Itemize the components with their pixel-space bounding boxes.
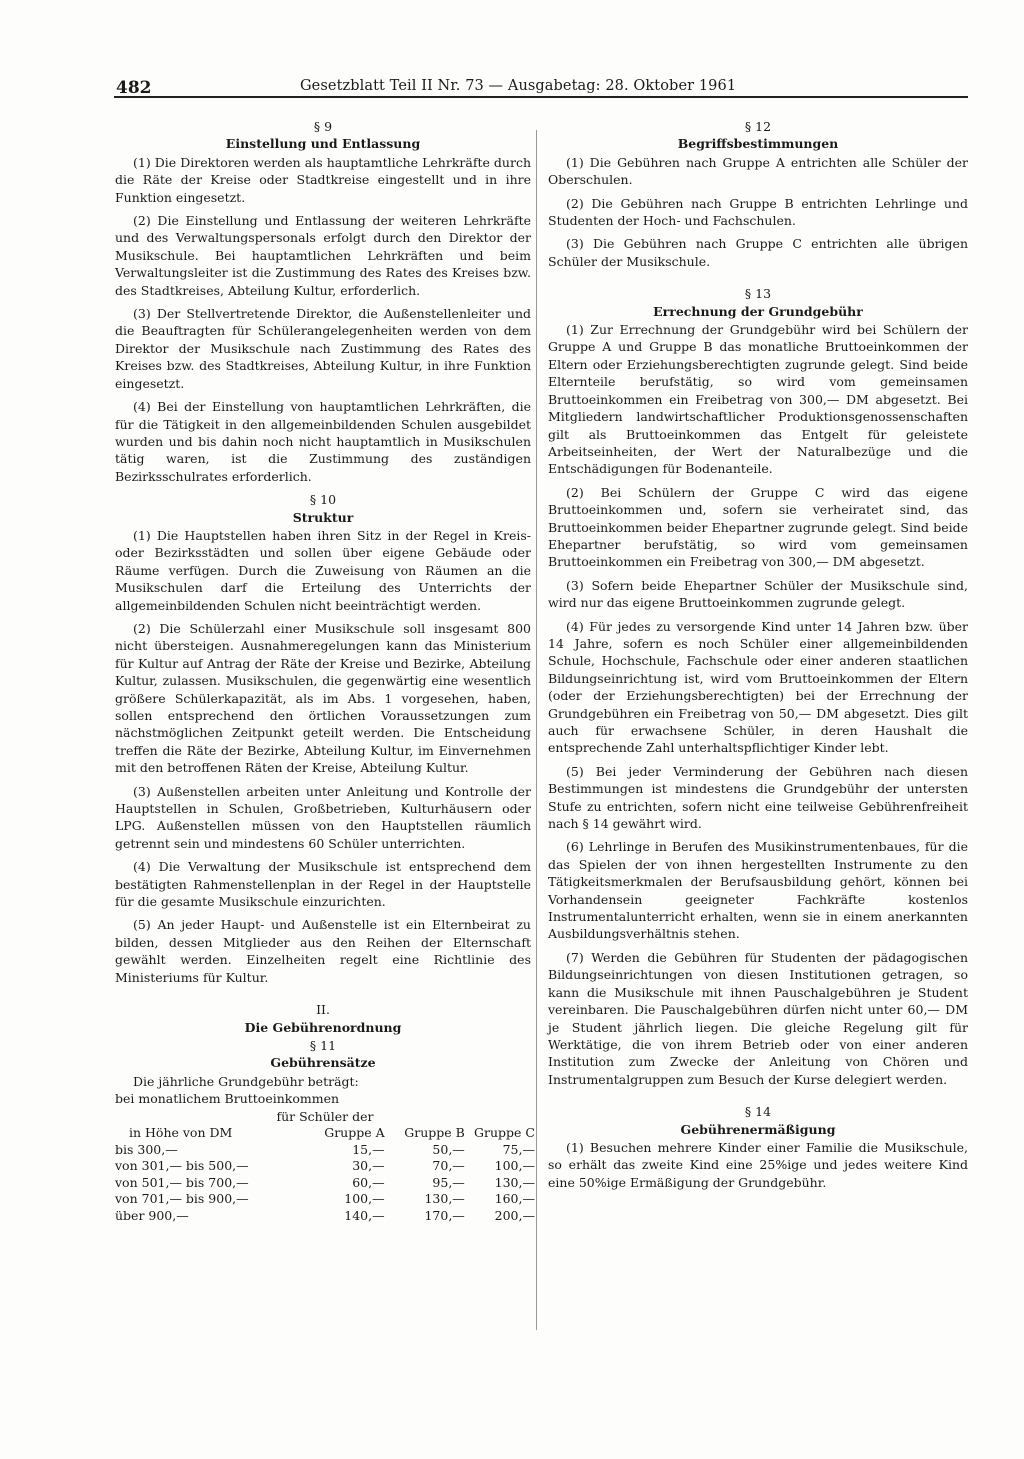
section-12 [548,118,968,270]
table-row [115,1158,535,1175]
fee-range: von 301,— bis 500,— [115,1158,249,1174]
fee-intro: Die jährliche Grundgebühr beträgt: [133,1073,359,1089]
fee-value: 130,— [424,1191,465,1207]
paragraph: (1) Die Gebühren nach Gruppe A entrichten alle Schüler der Oberschulen. [548,154,968,188]
section-9 [115,118,531,485]
paragraph: (3) Die Gebühren nach Gruppe C entrichten alle übrigen Schüler der Musikschule. [548,236,968,269]
fee-value: 140,— [344,1207,385,1223]
fee-table-group-header: für Schüler der [276,1108,374,1124]
paragraph: (3) Sofern beide Ehepartner Schüler der Musikschule sind, wird nur das eigene Bruttoeinkommen zugrunde gelegt. [548,577,968,611]
part-number: II. [316,1002,330,1018]
section-number: § 10 [309,492,337,508]
section-number: § 14 [744,1104,772,1120]
fee-value: 160,— [494,1191,535,1207]
fee-intro: bei monatlichem Bruttoeinkommen [115,1091,340,1107]
table-row [115,1175,535,1192]
section-title: Struktur [292,509,354,525]
fee-range: von 701,— bis 900,— [115,1191,249,1207]
right-column [548,118,968,1197]
fee-value: 170,— [424,1207,465,1223]
fee-value: 100,— [494,1158,535,1174]
left-column [115,118,535,1224]
section-11 [115,1037,535,1224]
paragraph: (2) Die Einstellung und Entlassung der weiteren Lehrkräfte und des Verwaltungspersonals erfolgt durch den Direktor der Musikschule. Bei hauptamtlichen Lehrkräften und beim Verwaltungsleiter ist die Zustimmung des Rates des Kreises bzw. des Stadtkreises, Abteilung Kultur, erforderlich. [115,213,531,298]
paragraph: (5) Bei jeder Verminderung der Gebühren nach diesen Bestimmungen ist mindestens die Grundgebühr der untersten Stufe zu entrichten, sofern nicht eine teilweise Gebührenfreiheit nach § 14 gewährt wird. [548,763,968,832]
header-rule [114,96,968,98]
part-2 [115,1001,531,1036]
fee-table-header: in Höhe von DM [129,1125,233,1141]
fee-value: 100,— [344,1191,385,1207]
fee-value: 70,— [432,1158,465,1174]
section-13 [548,285,968,1088]
table-row [115,1208,535,1225]
fee-table-header: Gruppe A [324,1125,385,1141]
section-number: § 9 [313,119,333,134]
paragraph: (1) Die Hauptstellen haben ihren Sitz in der Regel in Kreis- oder Bezirksstädten und sollen über eigene Gebäude oder Räume verfügen. Durch die Zuweisung von Räumen an die Musikschulen darf die Erteilung des Unterrichts der allgemeinbildenden Schulen nicht beeinträchtigt werden. [115,527,531,613]
paragraph: (3) Außenstellen arbeiten unter Anleitung und Kontrolle der Hauptstellen in Schulen, Großbetrieben, Kulturhäusern oder LPG. Außenstellen müssen von den Hauptstellen räumlich getrennt sein und mindestens 60 Schüler unterrichten. [115,783,531,851]
fee-value: 60,— [352,1174,385,1190]
section-10 [115,491,531,986]
fee-value: 130,— [494,1174,535,1190]
fee-value: 50,— [432,1141,465,1157]
paragraph: (5) An jeder Haupt- und Außenstelle ist ein Elternbeirat zu bilden, dessen Mitglieder aus den Reihen der Elternschaft gewählt werden. Einzelheiten regelt eine Richtlinie des Ministeriums für Kultur. [115,917,531,985]
paragraph: (3) Der Stellvertretende Direktor, die Außenstellenleiter und die Beauftragten für Schülerangelegenheiten werden von dem Direktor der Musikschule nach Zustimmung des Rates des Kreises bzw. des Stadtkreises, Abteilung Kultur, in ihre Funktion eingesetzt. [115,306,531,391]
fee-table-header: Gruppe B [404,1125,465,1141]
paragraph: (6) Lehrlinge in Berufen des Musikinstrumentenbaues, für die das Spielen der von ihnen hergestellten Instrumente zu den Tätigkeitsmerkmalen der Berufsausbildung gehört, können bei Vorhandensein geeigneter Fachkräfte kostenlos Instrumentalunterricht erhalten, wenn sie in einem anerkannten Ausbildungsverhältnis stehen. [548,839,968,942]
section-number: § 11 [309,1037,337,1053]
section-number: § 13 [744,286,772,302]
section-title: Errechnung der Grundgebühr [653,303,863,319]
part-title: Die Gebührenordnung [244,1019,402,1035]
table-row [115,1191,535,1208]
fee-value: 30,— [352,1158,385,1174]
paragraph: (1) Besuchen mehrere Kinder einer Familie die Musikschule, so erhält das zweite Kind eine 25%ige und jedes weitere Kind eine 50%ige Ermäßigung der Grundgebühr. [548,1139,968,1190]
section-14 [548,1103,968,1191]
fee-table [115,1109,535,1225]
section-title: Gebührensätze [270,1055,376,1071]
fee-range: bis 300,— [115,1141,178,1157]
fee-table-header: Gruppe C [474,1125,535,1141]
column-divider [536,130,537,1330]
paragraph: (4) Für jedes zu versorgende Kind unter 14 Jahren bzw. über 14 Jahre, sofern es noch Schüler einer allgemeinbildenden Schule, Hochschule, Fachschule oder einer anderen staatlichen Bildungseinrichtung ist, wird vom Bruttoeinkommen der Eltern (oder der Erziehungsberechtigten) bei der Errechnung der Grundgebühren ein Freibetrag von 50,— DM abgesetzt. Dies gilt auch für erwachsene Schüler, in deren Haushalt die entsprechende Zahl unterhaltspflichtiger Kinder lebt. [548,618,968,756]
paragraph: (2) Die Schülerzahl einer Musikschule soll insgesamt 800 nicht übersteigen. Ausnahmeregelungen kann das Ministerium für Kultur auf Antrag der Räte der Kreise und Bezirke, Abteilung Kultur, zulassen. Musikschulen, die gegenwärtig eine wesentlich größere Schülerkapazität, als im Abs. 1 vorgesehen, haben, sollen entsprechend den örtlichen Voraussetzungen zum nächstmöglichen Zeitpunkt geteilt werden. Die Entscheidung treffen die Räte der Bezirke, Abteilung Kultur, im Einvernehmen mit den betroffenen Räten der Kreise, Abteilung Kultur. [115,620,531,776]
paragraph: (4) Bei der Einstellung von hauptamtlichen Lehrkräften, die für die Tätigkeit in den allgemeinbildenden Schulen ausgebildet wurden und bis dahin noch nicht hauptamtlich in Musikschulen tätig waren, ist die Zustimmung des zuständigen Bezirksschulrates erforderlich. [115,399,531,484]
fee-value: 75,— [502,1141,535,1157]
section-number: § 12 [744,119,772,134]
fee-range: von 501,— bis 700,— [115,1174,249,1190]
table-row [115,1142,535,1159]
paragraph: (2) Bei Schülern der Gruppe C wird das eigene Bruttoeinkommen und, sofern sie verheiratet sind, das Bruttoeinkommen beider Ehepartner zugrunde gelegt. Sind beide Ehepartner berufstätig, so wird vom gemeinsamen Bruttoeinkommen ein Freibetrag von 300,— DM abgesetzt. [548,484,968,570]
page-number: 482 [116,78,152,98]
section-title: Begriffsbestimmungen [677,136,839,152]
paragraph: (4) Die Verwaltung der Musikschule ist entsprechend dem bestätigten Rahmenstellenplan in der Regel in der Hauptstelle für die gesamte Musikschule einzurichten. [115,859,531,910]
fee-value: 200,— [494,1207,535,1223]
paragraph: (1) Zur Errechnung der Grundgebühr wird bei Schülern der Gruppe A und Gruppe B das monatliche Bruttoeinkommen der Eltern oder Erziehungsberechtigten zugrunde gelegt. Sind beide Elternteile berufstätig, so wird vom gemeinsamen Bruttoeinkommen ein Freibetrag von 300,— DM abgesetzt. Bei Mitgliedern landwirtschaftlicher Produktionsgenossenschaften gilt als Bruttoeinkommen das Entgelt für geleistete Arbeitseinheiten, der Wert der Naturalbezüge und die Entschädigungen für Bodenanteile. [548,322,968,477]
paragraph: (1) Die Direktoren werden als hauptamtliche Lehrkräfte durch die Räte der Kreise oder Stadtkreise eingestellt und in ihre Funktion eingesetzt. [115,154,531,205]
section-title: Gebührenermäßigung [680,1121,836,1137]
fee-value: 15,— [352,1141,385,1157]
section-title: Einstellung und Entlassung [225,136,421,152]
fee-value: 95,— [432,1174,465,1190]
paragraph: (2) Die Gebühren nach Gruppe B entrichten Lehrlinge und Studenten der Hoch- und Fachschulen. [548,195,968,229]
fee-range: über 900,— [115,1207,189,1223]
page-header-title: Gesetzblatt Teil II Nr. 73 — Ausgabetag: 28. Oktober 1961 [300,78,737,94]
paragraph: (7) Werden die Gebühren für Studenten der pädagogischen Bildungseinrichtungen von diesen Institutionen getragen, so kann die Musikschule mit ihnen Pauschalgebühren je Student vereinbaren. Die Pauschalgebühren dürfen nicht unter 60,— DM je Student jährlich liegen. Die gleiche Regelung gilt für Werktätige, die von ihrem Betrieb oder von einer anderen Institution zum Zwecke der Anleitung von Chören und Instrumentalgruppen zum Besuch der Kurse delegiert werden. [548,949,968,1087]
